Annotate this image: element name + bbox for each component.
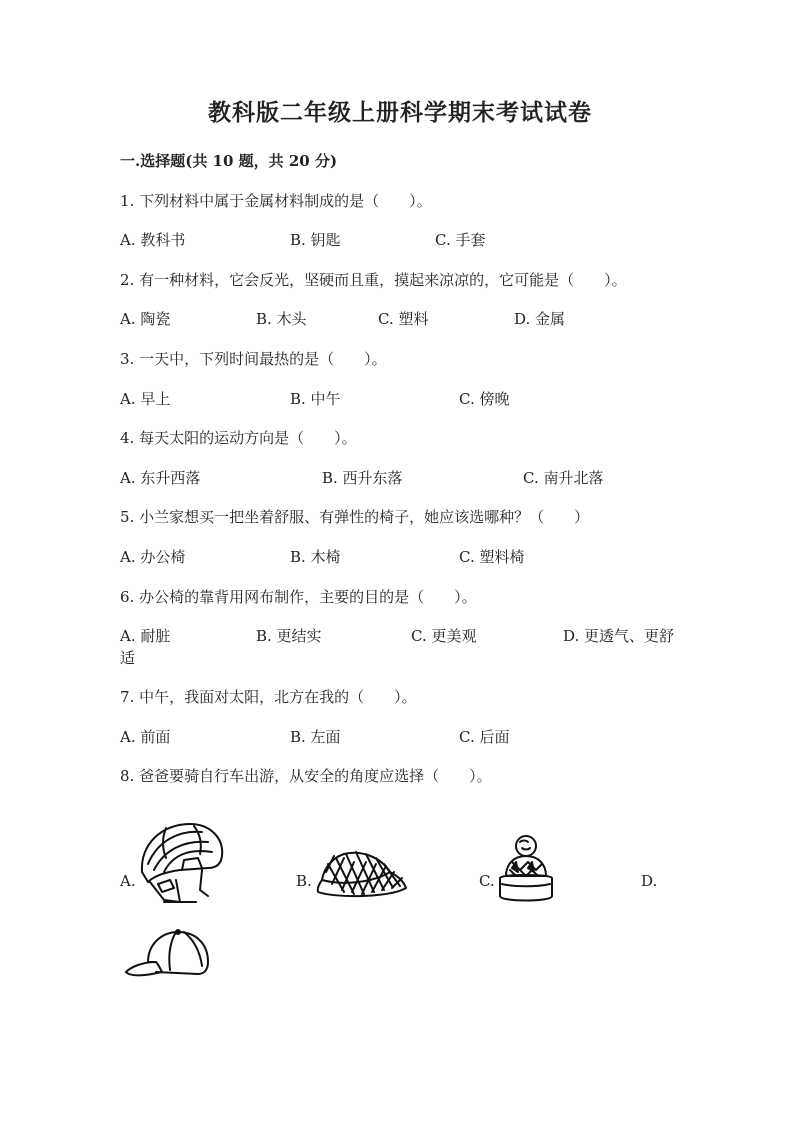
question-4-option-c[interactable]: C. 南升北落 — [523, 469, 604, 487]
question-1-stem: 1. 下列材料中属于金属材料制成的是（ ）。 — [120, 192, 432, 210]
question-2-stem: 2. 有一种材料，它会反光，坚硬而且重，摸起来凉凉的，它可能是（ ）。 — [120, 271, 627, 289]
question-4-option-a[interactable]: A. 东升西落 — [120, 469, 201, 487]
question-5-option-a[interactable]: A. 办公椅 — [120, 548, 186, 566]
question-6-option-d[interactable]: D. 更透气、更舒 — [563, 627, 675, 645]
question-4-option-b[interactable]: B. 西升东落 — [322, 469, 403, 487]
question-6-stem: 6. 办公椅的靠背用网布制作，主要的目的是（ ）。 — [120, 588, 477, 606]
question-3-option-c[interactable]: C. 傍晚 — [459, 390, 510, 408]
straw-hat-icon — [314, 846, 410, 902]
question-5-option-b[interactable]: B. 木椅 — [290, 548, 341, 566]
question-8-stem: 8. 爸爸要骑自行车出游，从安全的角度应选择（ ）。 — [120, 767, 492, 785]
section-heading: 一.选择题(共 10 题，共 20 分) — [120, 152, 338, 170]
question-6-option-a[interactable]: A. 耐脏 — [120, 627, 171, 645]
question-8-option-c[interactable]: C. — [479, 872, 495, 890]
question-7-option-a[interactable]: A. 前面 — [120, 728, 171, 746]
question-4-stem: 4. 每天太阳的运动方向是（ ）。 — [120, 429, 357, 447]
question-5-option-c[interactable]: C. 塑料椅 — [459, 548, 525, 566]
question-3-option-a[interactable]: A. 早上 — [120, 390, 171, 408]
question-6-option-b[interactable]: B. 更结实 — [256, 627, 322, 645]
question-2-option-c[interactable]: C. 塑料 — [378, 310, 429, 328]
question-2-option-d[interactable]: D. 金属 — [514, 310, 566, 328]
question-2-option-a[interactable]: A. 陶瓷 — [120, 310, 171, 328]
question-8-option-d[interactable]: D. — [641, 872, 658, 890]
question-1-option-a[interactable]: A. 教科书 — [120, 231, 186, 249]
question-7-stem: 7. 中午，我面对太阳，北方在我的（ ）。 — [120, 688, 417, 706]
question-2-option-b[interactable]: B. 木头 — [256, 310, 307, 328]
question-8-option-a[interactable]: A. — [120, 872, 136, 890]
question-3-stem: 3. 一天中，下列时间最热的是（ ）。 — [120, 350, 387, 368]
question-3-option-b[interactable]: B. 中午 — [290, 390, 341, 408]
question-8-option-b[interactable]: B. — [296, 872, 312, 890]
baseball-cap-icon — [122, 926, 214, 984]
knit-beanie-icon — [494, 832, 558, 906]
question-5-stem: 5. 小兰家想买一把坐着舒服、有弹性的椅子，她应该选哪种？（ ） — [120, 508, 590, 526]
question-6-option-c[interactable]: C. 更美观 — [411, 627, 477, 645]
question-1-option-b[interactable]: B. 钥匙 — [290, 231, 341, 249]
bike-helmet-icon — [136, 818, 228, 910]
question-6-option-d-wrap: 适 — [120, 649, 136, 667]
question-7-option-c[interactable]: C. 后面 — [459, 728, 510, 746]
question-7-option-b[interactable]: B. 左面 — [290, 728, 341, 746]
exam-title: 教科版二年级上册科学期末考试试卷 — [208, 99, 592, 126]
question-1-option-c[interactable]: C. 手套 — [435, 231, 486, 249]
